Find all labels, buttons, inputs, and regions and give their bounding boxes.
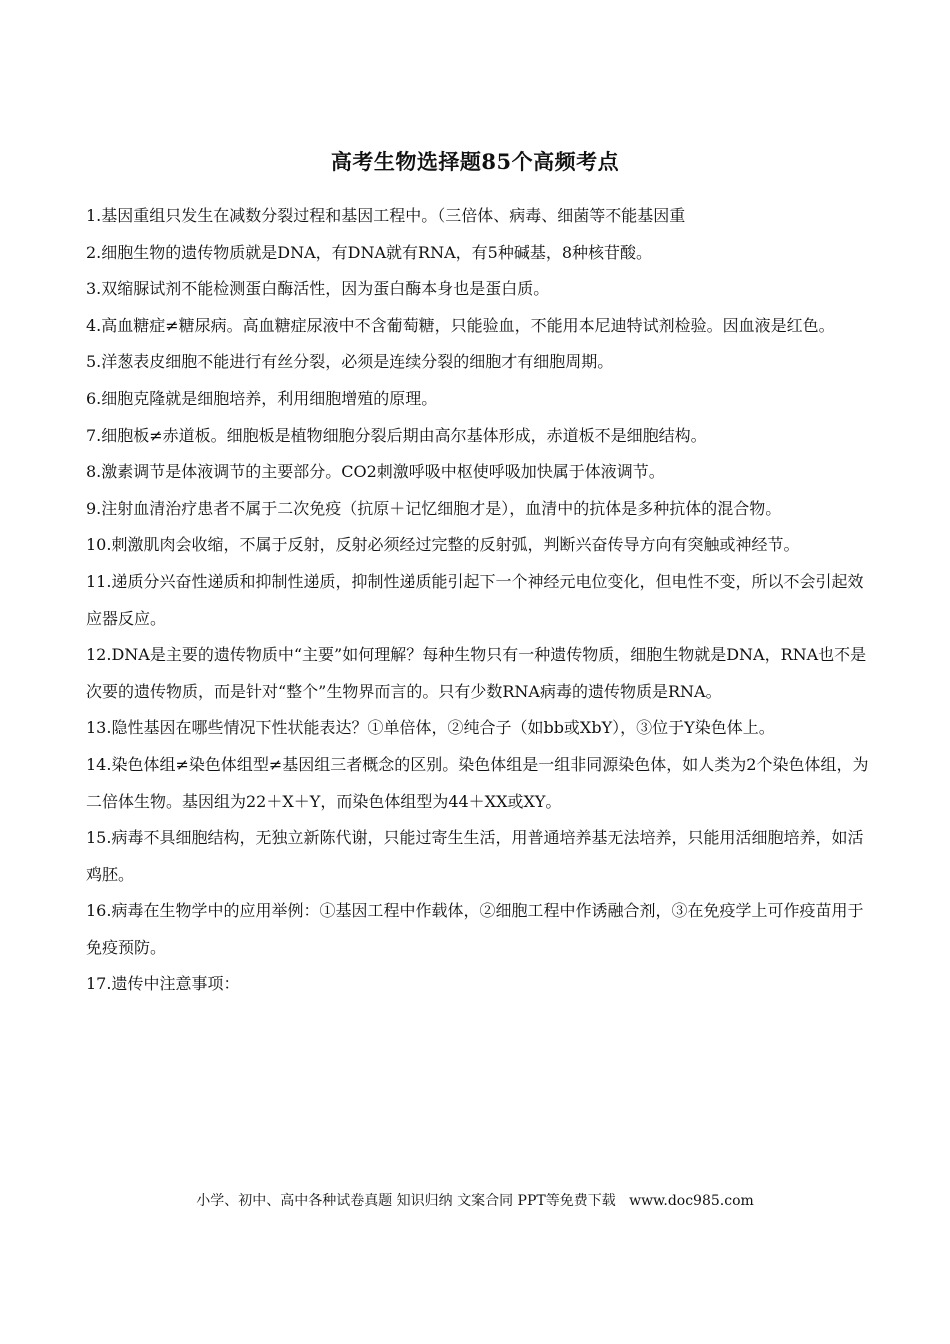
point-11: 11.递质分兴奋性递质和抑制性递质，抑制性递质能引起下一个神经元电位变化，但电性不变，所以不会引起效应器反应。 [86,571,864,628]
point-14: 14.染色体组≠染色体组型≠基因组三者概念的区别。染色体组是一组非同源染色体，如人类为2个染色体组，为二倍体生物。基因组为22＋X＋Y，而染色体组型为44＋XX或XY。 [86,754,869,811]
point-6: 6.细胞克隆就是细胞培养，利用细胞增殖的原理。 [86,388,438,408]
point-15: 15.病毒不具细胞结构，无独立新陈代谢，只能过寄生生活，用普通培养基无法培养，只能用活细胞培养，如活鸡胚。 [86,828,864,884]
point-4: 4.高血糖症≠糖尿病。高血糖症尿液中不含葡萄糖，只能验血，不能用本尼迪特试剂检验。因血液是红色。 [86,315,835,335]
point-7: 7.细胞板≠赤道板。细胞板是植物细胞分裂后期由高尔基体形成，赤道板不是细胞结构。 [86,425,707,445]
point-17: 17.遗传中注意事项： [86,974,240,994]
point-16: 16.病毒在生物学中的应用举例：①基因工程中作载体，②细胞工程中作诱融合剂，③在免疫学上可作疫苗用于免疫预防。 [86,901,864,957]
point-5: 5.洋葱表皮细胞不能进行有丝分裂，必须是连续分裂的细胞才有细胞周期。 [86,352,614,372]
document-title: 高考生物选择题85个高频考点 [330,149,620,174]
point-9: 9.注射血清治疗患者不属于二次免疫（抗原＋记忆细胞才是），血清中的抗体是多种抗体的混合物。 [86,498,782,518]
point-8: 8.激素调节是体液调节的主要部分。CO2刺激呼吸中枢使呼吸加快属于体液调节。 [86,462,665,482]
point-2: 2.细胞生物的遗传物质就是DNA，有DNA就有RNA，有5种碱基，8种核苷酸。 [86,242,652,262]
document-body [86,198,876,1003]
point-12: 12.DNA是主要的遗传物质中“主要”如何理解？每种生物只有一种遗传物质，细胞生物就是DNA，RNA也不是次要的遗传物质，而是针对“整个”生物界而言的。只有少数RNA病毒的遗传物质是RNA。 [86,645,867,701]
point-1: 1.基因重组只发生在减数分裂过程和基因工程中。（三倍体、病毒、细菌等不能基因重 [86,206,686,225]
point-10: 10.刺激肌肉会收缩，不属于反射，反射必须经过完整的反射弧，判断兴奋传导方向有突触或神经节。 [86,535,800,555]
point-13: 13.隐性基因在哪些情况下性状能表达？①单倍体，②纯合子（如bb或XbY），③位于Y染色体上。 [86,718,775,738]
point-3: 3.双缩脲试剂不能检测蛋白酶活性，因为蛋白酶本身也是蛋白质。 [86,279,550,299]
page-footer: 小学、初中、高中各种试卷真题 知识归纳 文案合同 PPT等免费下载 www.doc985.com [196,1193,754,1209]
